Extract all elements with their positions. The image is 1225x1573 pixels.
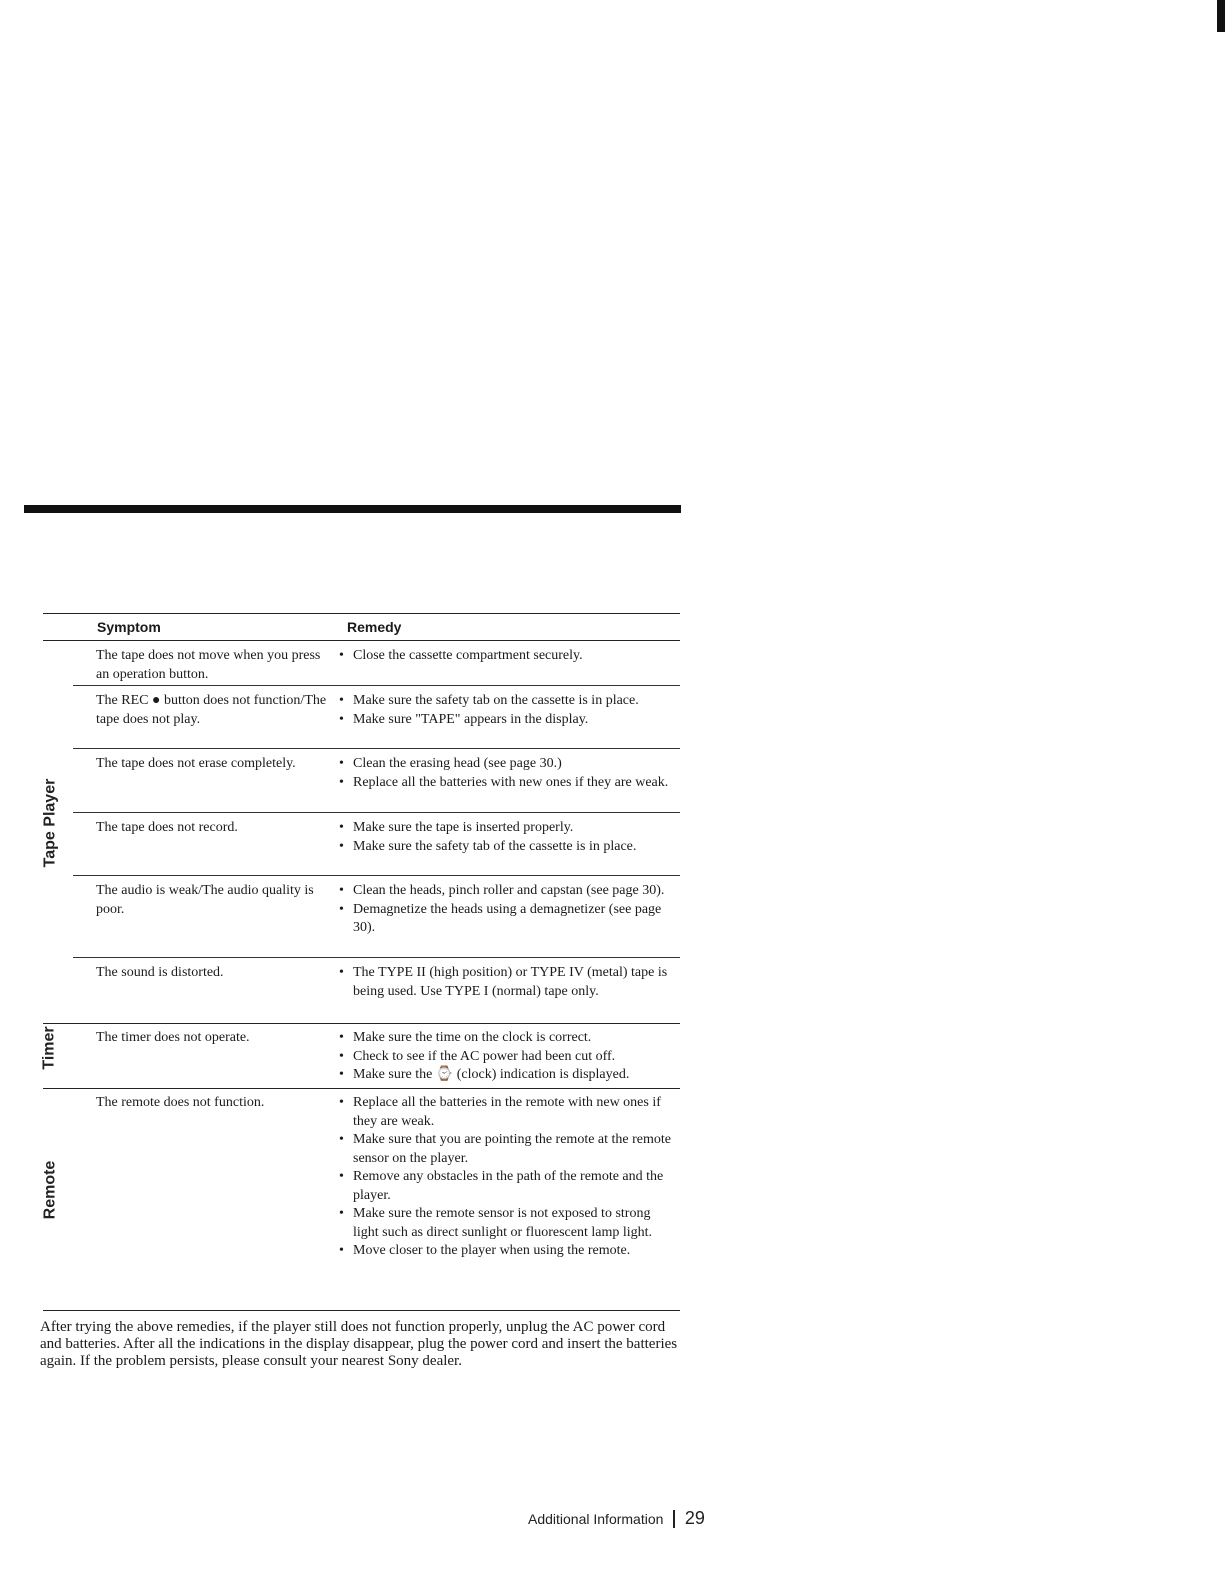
section-label-remote: Remote <box>41 1160 58 1220</box>
symptom-cell: The audio is weak/The audio quality is poor. <box>96 883 314 917</box>
table-row <box>73 876 680 958</box>
remedy-item: • Replace all the batteries with new ones if they are weak. <box>337 774 677 793</box>
table-row <box>73 749 680 813</box>
remedy-item: • Make sure that you are pointing the remote at the remote sensor on the player. <box>337 1131 677 1168</box>
table-header <box>43 613 680 641</box>
remedy-column-header: Remedy <box>347 619 402 635</box>
remedy-item: • Make sure the time on the clock is correct. <box>337 1029 677 1048</box>
table-row <box>73 686 680 749</box>
remedy-item: • Make sure the tape is inserted properly. <box>337 819 677 838</box>
page-footer <box>528 1508 705 1529</box>
footer-separator <box>673 1510 675 1528</box>
header-rule <box>24 505 681 513</box>
remedy-list <box>337 882 677 938</box>
symptom-cell: The tape does not move when you press an operation button. <box>96 648 321 682</box>
symptom-cell: The tape does not record. <box>96 820 238 835</box>
remedy-item: • Clean the heads, pinch roller and capstan (see page 30). <box>337 882 677 901</box>
section-label-timer: Timer <box>41 1026 58 1070</box>
remedy-item: • Make sure the safety tab on the cassette is in place. <box>337 692 677 711</box>
table-bottom-rule <box>43 1310 680 1311</box>
symptom-cell: The timer does not operate. <box>96 1030 250 1045</box>
table-row <box>73 1088 680 1310</box>
remedy-list <box>337 964 677 1001</box>
remedy-item: • Demagnetize the heads using a demagnetizer (see page 30). <box>337 901 677 938</box>
remedy-item: • Check to see if the AC power had been cut off. <box>337 1048 677 1067</box>
footer-paragraph: After trying the above remedies, if the player still does not function properly, unplug the AC power cord and batteries. After all the indications in the display disappear, plug the power cord and insert the batteries again. If the problem persists, please consult your nearest Sony dealer. <box>40 1319 678 1369</box>
symptom-cell: The sound is distorted. <box>96 965 224 980</box>
remedy-list <box>337 1094 677 1261</box>
symptom-column-header: Symptom <box>97 619 161 635</box>
page-edge-mark <box>1217 0 1225 32</box>
page-number: 29 <box>684 1508 705 1528</box>
remedy-item: • Move closer to the player when using the remote. <box>337 1242 677 1261</box>
remedy-item: • Make sure the remote sensor is not exposed to strong light such as direct sunlight or fluorescent lamp light. <box>337 1205 677 1242</box>
remedy-item: • Make sure the ⌚ (clock) indication is displayed. <box>337 1066 677 1085</box>
remedy-list <box>337 755 677 792</box>
symptom-cell: The REC ● button does not function/The tape does not play. <box>96 693 327 727</box>
table-row <box>73 813 680 876</box>
remedy-item: • Remove any obstacles in the path of the remote and the player. <box>337 1168 677 1205</box>
remedy-list <box>337 692 677 729</box>
remedy-item: • Close the cassette compartment securely. <box>337 647 677 666</box>
table-row <box>73 1023 680 1088</box>
symptom-cell: The tape does not erase completely. <box>96 756 296 771</box>
remedy-item: • The TYPE II (high position) or TYPE IV (metal) tape is being used. Use TYPE I (normal) tape only. <box>337 964 677 1001</box>
remedy-item: • Clean the erasing head (see page 30.) <box>337 755 677 774</box>
section-label-tape-player: Tape Player <box>41 778 59 868</box>
table-row <box>73 958 680 1023</box>
remedy-item: • Make sure the safety tab of the cassette is in place. <box>337 838 677 857</box>
symptom-cell: The remote does not function. <box>96 1095 265 1110</box>
table-row <box>73 641 680 686</box>
remedy-item: • Replace all the batteries in the remote with new ones if they are weak. <box>337 1094 677 1131</box>
remedy-list <box>337 1029 677 1085</box>
remedy-list <box>337 819 677 856</box>
remedy-item: • Make sure "TAPE" appears in the display. <box>337 711 677 730</box>
footer-section-title: Additional Information <box>528 1510 664 1527</box>
remedy-list <box>337 647 677 666</box>
